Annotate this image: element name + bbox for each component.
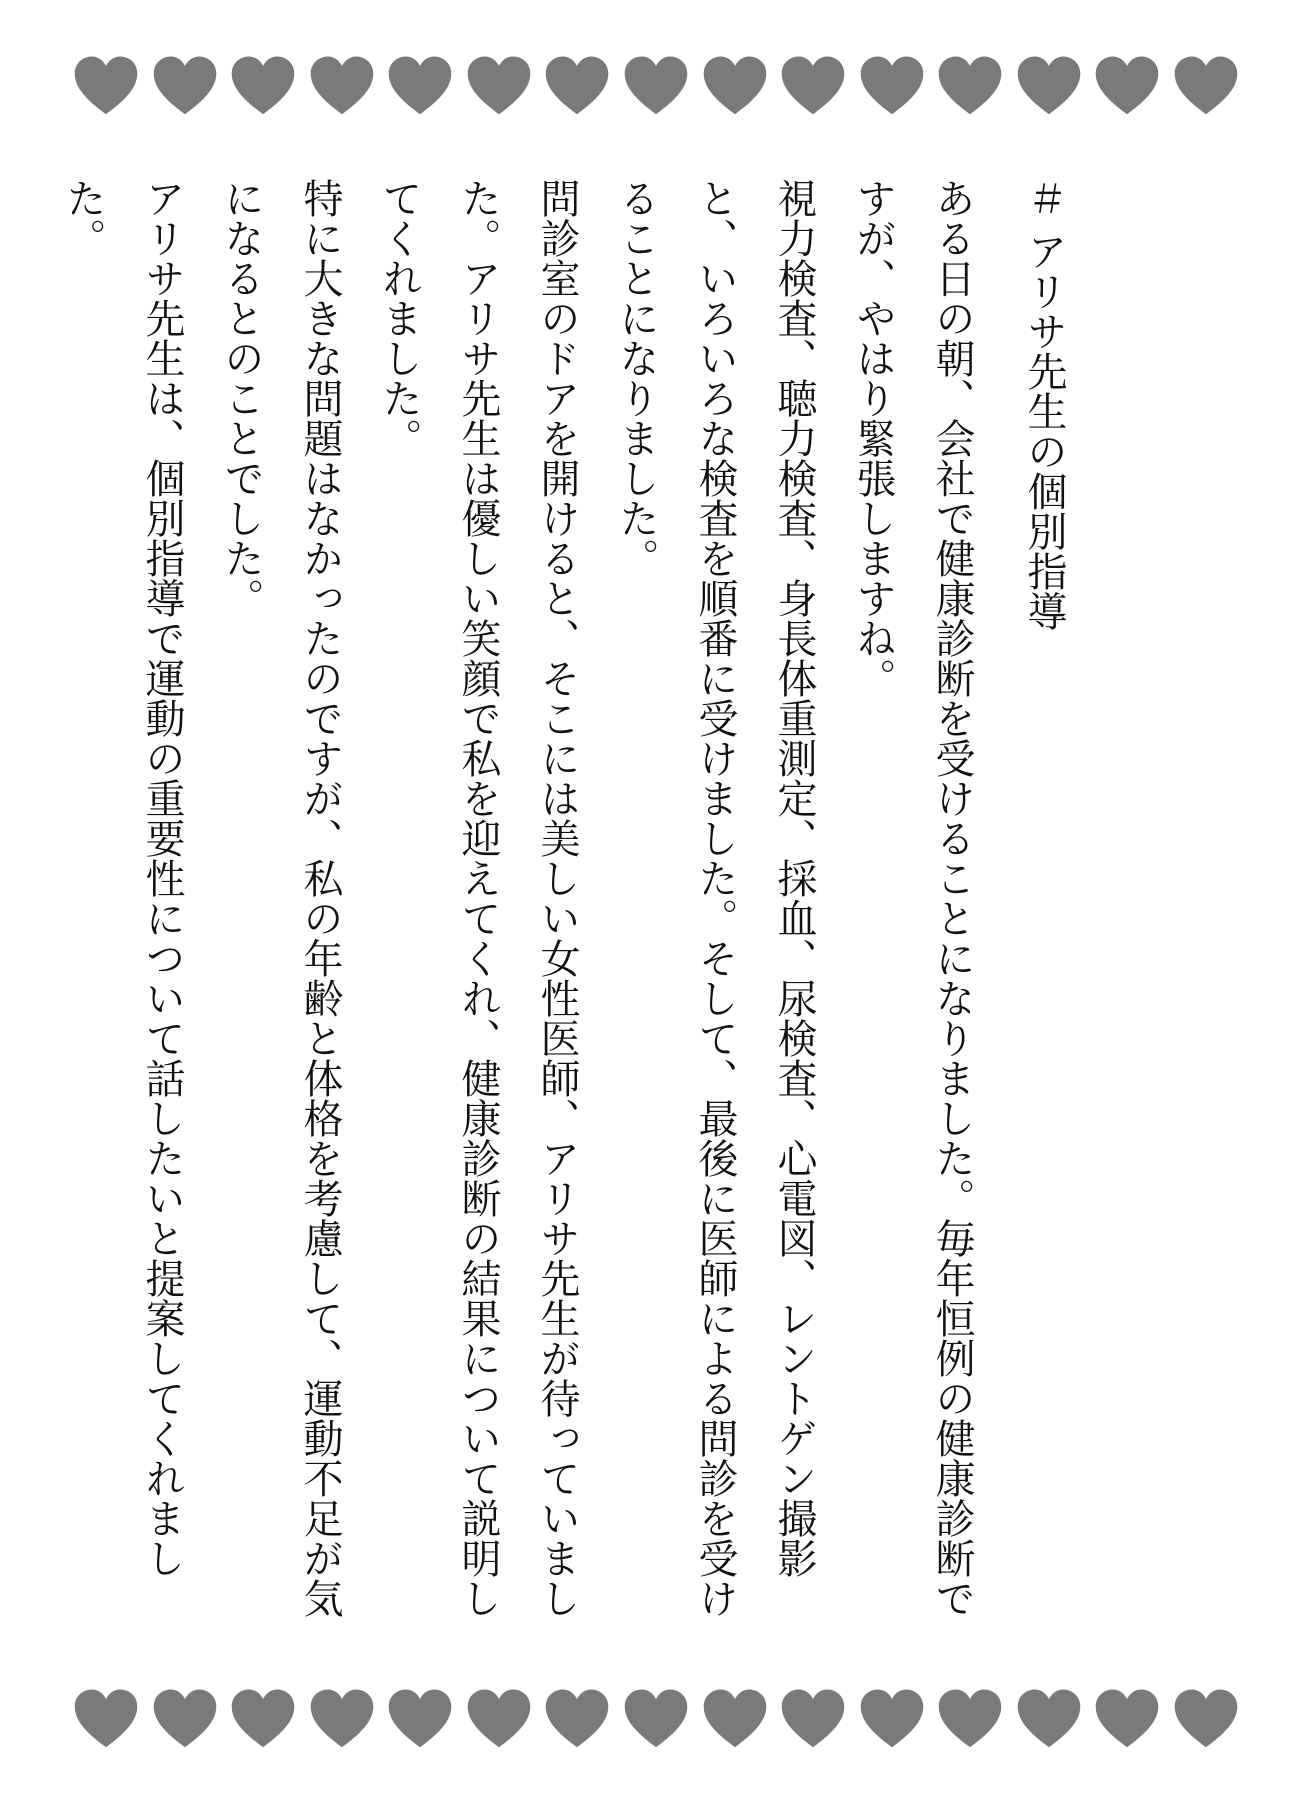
heart-icon: [151, 54, 219, 116]
heart-icon: [936, 1687, 1004, 1749]
heart-icon: [308, 54, 376, 116]
heart-icon: [543, 1687, 611, 1749]
heart-icon: [543, 54, 611, 116]
heart-icon: [465, 1687, 533, 1749]
heart-icon: [72, 54, 140, 116]
heart-icon: [229, 1687, 297, 1749]
heart-icon: [858, 54, 926, 116]
paragraph: 問診室のドアを開けると、そこには美しい女性医師、アリサ先生が待っていました。アリサ先生は優しい笑顔で私を迎えてくれ、健康診断の結果について説明してくれました。: [376, 178, 580, 1618]
heart-icon: [701, 1687, 769, 1749]
heart-icon: [936, 54, 1004, 116]
heart-icon: [1172, 54, 1240, 116]
paragraph: 特に大きな問題はなかったのですが、私の年齢と体格を考慮して、運動不足が気になるとのことでした。: [218, 178, 343, 1618]
heart-icon: [779, 54, 847, 116]
paragraph: 視力検査、聴力検査、身長体重測定、採血、尿検査、心電図、レントゲン撮影と、いろいろな検査を順番に受けました。そして、最後に医師による問診を受けることになりました。: [613, 178, 817, 1618]
document-title: ＃ アリサ先生の個別指導: [1021, 178, 1067, 631]
heart-icon: [1172, 1687, 1240, 1749]
heart-icon: [701, 54, 769, 116]
heart-icon: [308, 1687, 376, 1749]
top-heart-border: [72, 50, 1240, 120]
heart-icon: [779, 1687, 847, 1749]
vertical-text-body: [43, 178, 1083, 1678]
heart-icon: [1093, 54, 1161, 116]
heart-icon: [622, 1687, 690, 1749]
heart-icon: [386, 54, 454, 116]
paragraph: ある日の朝、会社で健康診断を受けることになりました。毎年恒例の健康診断ですが、やはり緊張しますね。: [850, 178, 975, 1618]
paragraph: アリサ先生は、個別指導で運動の重要性について話したいと提案してくれました。: [60, 178, 185, 1578]
heart-icon: [465, 54, 533, 116]
bottom-heart-border: [72, 1683, 1240, 1753]
heart-icon: [1015, 1687, 1083, 1749]
heart-icon: [386, 1687, 454, 1749]
heart-icon: [858, 1687, 926, 1749]
heart-icon: [1015, 54, 1083, 116]
heart-icon: [72, 1687, 140, 1749]
heart-icon: [1093, 1687, 1161, 1749]
heart-icon: [622, 54, 690, 116]
heart-icon: [151, 1687, 219, 1749]
heart-icon: [229, 54, 297, 116]
